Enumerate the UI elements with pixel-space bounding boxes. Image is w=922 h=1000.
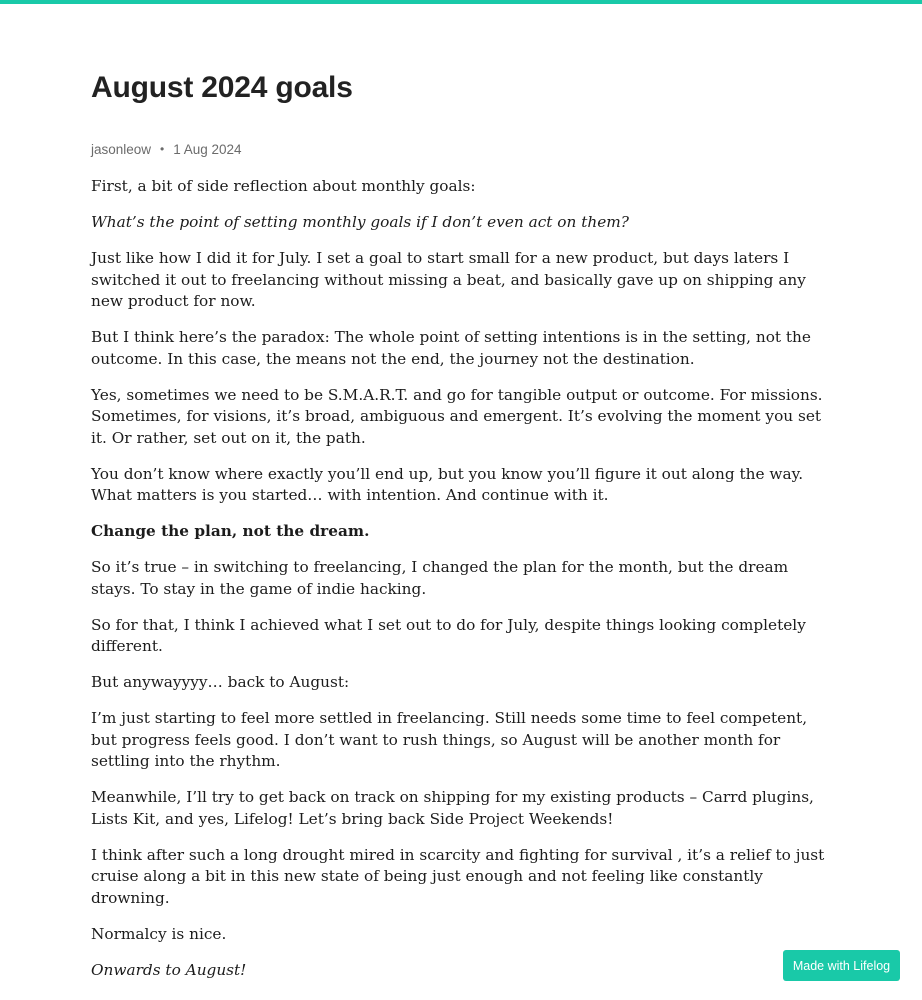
post-title: August 2024 goals bbox=[91, 71, 353, 104]
author-link[interactable]: jasonleow bbox=[91, 141, 152, 157]
paragraph: But I think here’s the paradox: The whole point of setting intentions is in the setting, not the outcome. In this case, the means not the end, the journey not the destination. bbox=[91, 328, 811, 368]
made-with-lifelog-button[interactable]: Made with Lifelog bbox=[783, 950, 900, 981]
meta-separator: • bbox=[160, 142, 165, 156]
paragraph: You don’t know where exactly you’ll end up, but you know you’ll figure it out along the way. What matters is you started… with intention. And continue with it. bbox=[91, 464, 804, 504]
paragraph: Yes, sometimes we need to be S.M.A.R.T. and go for tangible output or outcome. For missions. Sometimes, for visions, it’s broad, ambiguous and emergent. It’s evolving the moment you set it. Or rather, set out on it, the path. bbox=[91, 385, 823, 447]
paragraph: So it’s true – in switching to freelancing, I changed the plan for the month, but the dream stays. To stay in the game of indie hacking. bbox=[91, 558, 789, 598]
paragraph: I’m just starting to feel more settled in freelancing. Still needs some time to feel competent, but progress feels good. I don’t want to rush things, so August will be another month for settling into the rhythm. bbox=[91, 709, 808, 770]
paragraph-bold: Change the plan, not the dream. bbox=[91, 522, 370, 540]
post-date: 1 Aug 2024 bbox=[173, 141, 242, 157]
paragraph: First, a bit of side reflection about monthly goals: bbox=[91, 177, 476, 195]
paragraph: But anywayyyy… back to August: bbox=[91, 673, 350, 691]
post-body bbox=[91, 176, 827, 981]
paragraph-italic: What’s the point of setting monthly goals if I don’t even act on them? bbox=[91, 213, 629, 231]
paragraph: Normalcy is nice. bbox=[91, 924, 227, 943]
paragraph: I think after such a long drought mired in scarcity and fighting for survival , it’s a relief to just cruise along a bit in this new state of being just enough and not feeling like constantly drowning. bbox=[91, 845, 825, 907]
paragraph: Meanwhile, I’ll try to get back on track on shipping for my existing products – Carrd plugins, Lists Kit, and yes, Lifelog! Let’s bring back Side Project Weekends! bbox=[91, 788, 814, 828]
paragraph: So for that, I think I achieved what I set out to do for July, despite things looking completely different. bbox=[91, 615, 806, 655]
post-meta bbox=[91, 140, 827, 158]
post-article bbox=[91, 68, 827, 996]
paragraph: Just like how I did it for July. I set a goal to start small for a new product, but days laters I switched it out to freelancing without missing a beat, and basically gave up on shipping any new product for now. bbox=[91, 249, 806, 310]
top-accent-bar bbox=[0, 0, 922, 4]
paragraph-italic: Onwards to August! bbox=[91, 960, 247, 979]
